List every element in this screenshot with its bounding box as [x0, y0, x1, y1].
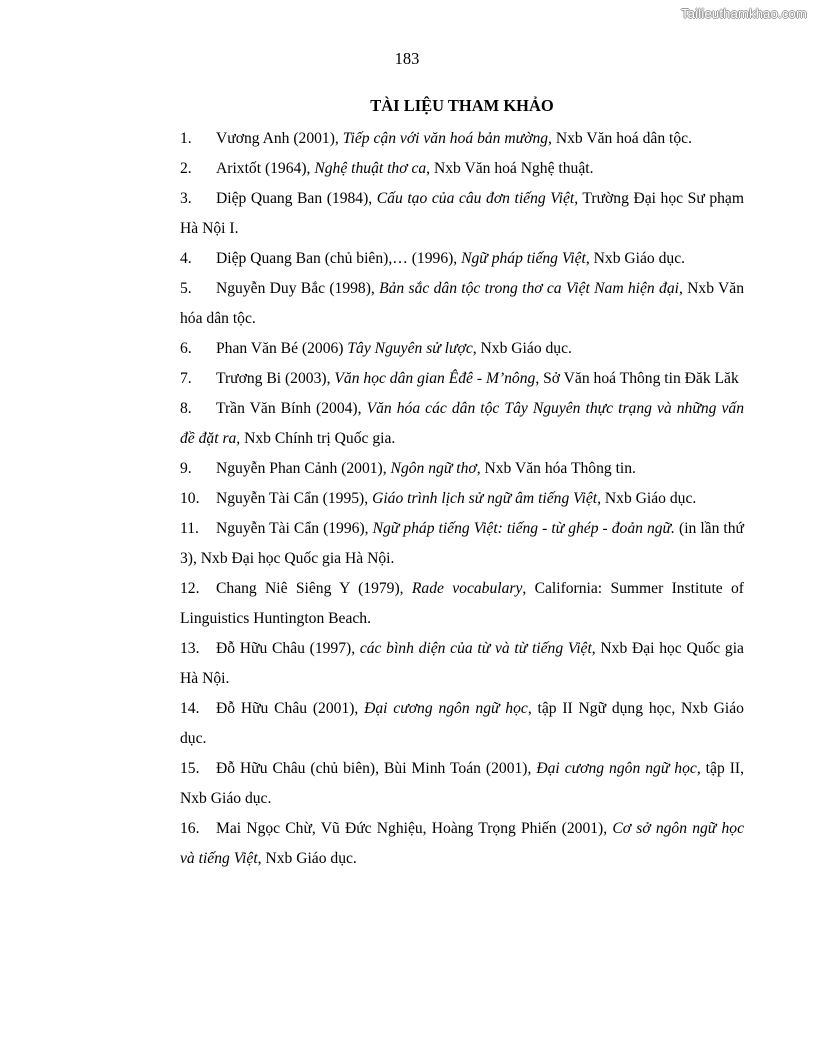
reference-publisher: (in lần thứ 3), Nxb Đại học Quốc gia Hà Nội.: [180, 520, 745, 567]
reference-item: [180, 364, 744, 394]
reference-item: [180, 394, 744, 454]
reference-item: [180, 574, 744, 634]
reference-number: 3.: [180, 190, 192, 207]
reference-number: 11.: [180, 520, 199, 537]
reference-authors: Vương Anh (2001),: [216, 130, 343, 147]
reference-publisher: , Nxb Văn hóa dân tộc.: [180, 280, 744, 327]
reference-authors: Phan Văn Bé (2006): [216, 340, 348, 357]
reference-authors: Arixtốt (1964),: [216, 160, 315, 177]
reference-number: 8.: [180, 400, 192, 417]
reference-title: Đại cương ngôn ngữ học: [536, 760, 697, 777]
reference-publisher: , Nxb Đại học Quốc gia Hà Nội.: [180, 640, 744, 687]
reference-publisher: , tập II Ngữ dụng học, Nxb Giáo dục.: [180, 700, 744, 747]
reference-publisher: Nxb Chính trị Quốc gia.: [240, 430, 396, 447]
reference-authors: Diệp Quang Ban (1984),: [216, 190, 377, 207]
reference-title: Ngữ pháp tiếng Việt: tiếng - từ ghép - đoản ngữ.: [372, 520, 675, 537]
reference-item: [180, 484, 744, 514]
reference-number: 12.: [180, 580, 200, 597]
reference-authors: Nguyễn Phan Cảnh (2001),: [216, 460, 391, 477]
reference-authors: Chang Niê Siêng Y (1979),: [216, 580, 412, 597]
reference-number: 6.: [180, 340, 192, 357]
reference-title: Rade vocabulary: [411, 580, 523, 597]
reference-item: [180, 154, 744, 184]
reference-title: Ngôn ngữ thơ: [390, 460, 477, 477]
reference-item: [180, 334, 744, 364]
reference-title: Văn học dân gian Êđê - M’nông: [334, 370, 536, 387]
page-number: 183: [394, 49, 420, 68]
reference-item: [180, 814, 744, 874]
reference-authors: Mai Ngọc Chừ, Vũ Đức Nghiệu, Hoàng Trọng Phiến (2001),: [216, 820, 613, 837]
reference-number: 9.: [180, 460, 192, 477]
reference-title: Giáo trình lịch sử ngữ âm tiếng Việt,: [372, 490, 602, 507]
reference-item: [180, 454, 744, 484]
reference-title: Đại cương ngôn ngữ học: [364, 700, 528, 717]
reference-publisher: , tập II, Nxb Giáo dục.: [180, 760, 744, 807]
page-title: TÀI LIỆU THAM KHẢO: [370, 96, 554, 115]
reference-title: Bản sắc dân tộc trong thơ ca Việt Nam hiện đại: [379, 280, 679, 297]
reference-publisher: , Sở Văn hoá Thông tin Đăk Lăk: [535, 370, 739, 387]
reference-number: 4.: [180, 250, 192, 267]
reference-item: [180, 244, 744, 274]
reference-number: 2.: [180, 160, 192, 177]
reference-number: 14.: [180, 700, 200, 717]
reference-publisher: , Nxb Giáo dục.: [257, 850, 357, 867]
reference-item: [180, 274, 744, 334]
reference-publisher: Nxb Giáo dục.: [601, 490, 697, 507]
reference-authors: Trần Văn Bính (2004),: [216, 400, 367, 417]
reference-item: [180, 694, 744, 754]
reference-publisher: , Nxb Văn hoá Nghệ thuật.: [426, 160, 594, 177]
watermark: Tailieuthamkhao.com: [681, 6, 807, 21]
reference-title: Tây Nguyên sử lược: [347, 340, 473, 357]
reference-publisher: , Nxb Văn hoá dân tộc.: [548, 130, 692, 147]
reference-number: 7.: [180, 370, 192, 387]
reference-number: 16.: [180, 820, 200, 837]
reference-number: 15.: [180, 760, 200, 777]
reference-authors: Diệp Quang Ban (chủ biên),… (1996),: [216, 250, 462, 267]
reference-publisher: , Nxb Giáo dục.: [472, 340, 572, 357]
reference-title: Ngữ pháp tiếng Việt: [461, 250, 586, 267]
reference-authors: Đỗ Hữu Châu (1997),: [216, 640, 360, 657]
reference-authors: Nguyễn Tài Cẩn (1996),: [216, 520, 373, 537]
reference-authors: Nguyễn Tài Cẩn (1995),: [216, 490, 373, 507]
reference-item: [180, 184, 744, 244]
reference-list: [180, 124, 744, 874]
reference-authors: Nguyễn Duy Bắc (1998),: [216, 280, 380, 297]
reference-publisher: , Trường Đại học Sư phạm Hà Nội I.: [180, 190, 744, 237]
reference-number: 10.: [180, 490, 200, 507]
reference-authors: Đỗ Hữu Châu (chủ biên), Bùi Minh Toán (2001),: [216, 760, 537, 777]
reference-title: Nghệ thuật thơ ca: [314, 160, 427, 177]
reference-number: 5.: [180, 280, 192, 297]
reference-title: Văn hóa các dân tộc Tây Nguyên thực trạng và những vấn đề đặt ra,: [180, 400, 744, 447]
reference-item: [180, 634, 744, 694]
reference-publisher: , Nxb Văn hóa Thông tin.: [476, 460, 636, 477]
reference-item: [180, 514, 744, 574]
reference-authors: Trương Bi (2003),: [216, 370, 335, 387]
reference-number: 1.: [180, 130, 192, 147]
reference-publisher: , Nxb Giáo dục.: [585, 250, 686, 267]
reference-publisher: , California: Summer Institute of Linguistics Huntington Beach.: [180, 580, 744, 627]
reference-authors: Đỗ Hữu Châu (2001),: [216, 700, 365, 717]
reference-item: [180, 124, 744, 154]
reference-item: [180, 754, 744, 814]
reference-title: Tiếp cận với văn hoá bản mường: [342, 130, 549, 147]
reference-title: các bình diện của từ và từ tiếng Việt: [359, 640, 592, 657]
reference-title: Cơ sở ngôn ngữ học và tiếng Việt: [180, 820, 744, 867]
reference-title: Cấu tạo của câu đơn tiếng Việt: [376, 190, 575, 207]
reference-number: 13.: [180, 640, 200, 657]
